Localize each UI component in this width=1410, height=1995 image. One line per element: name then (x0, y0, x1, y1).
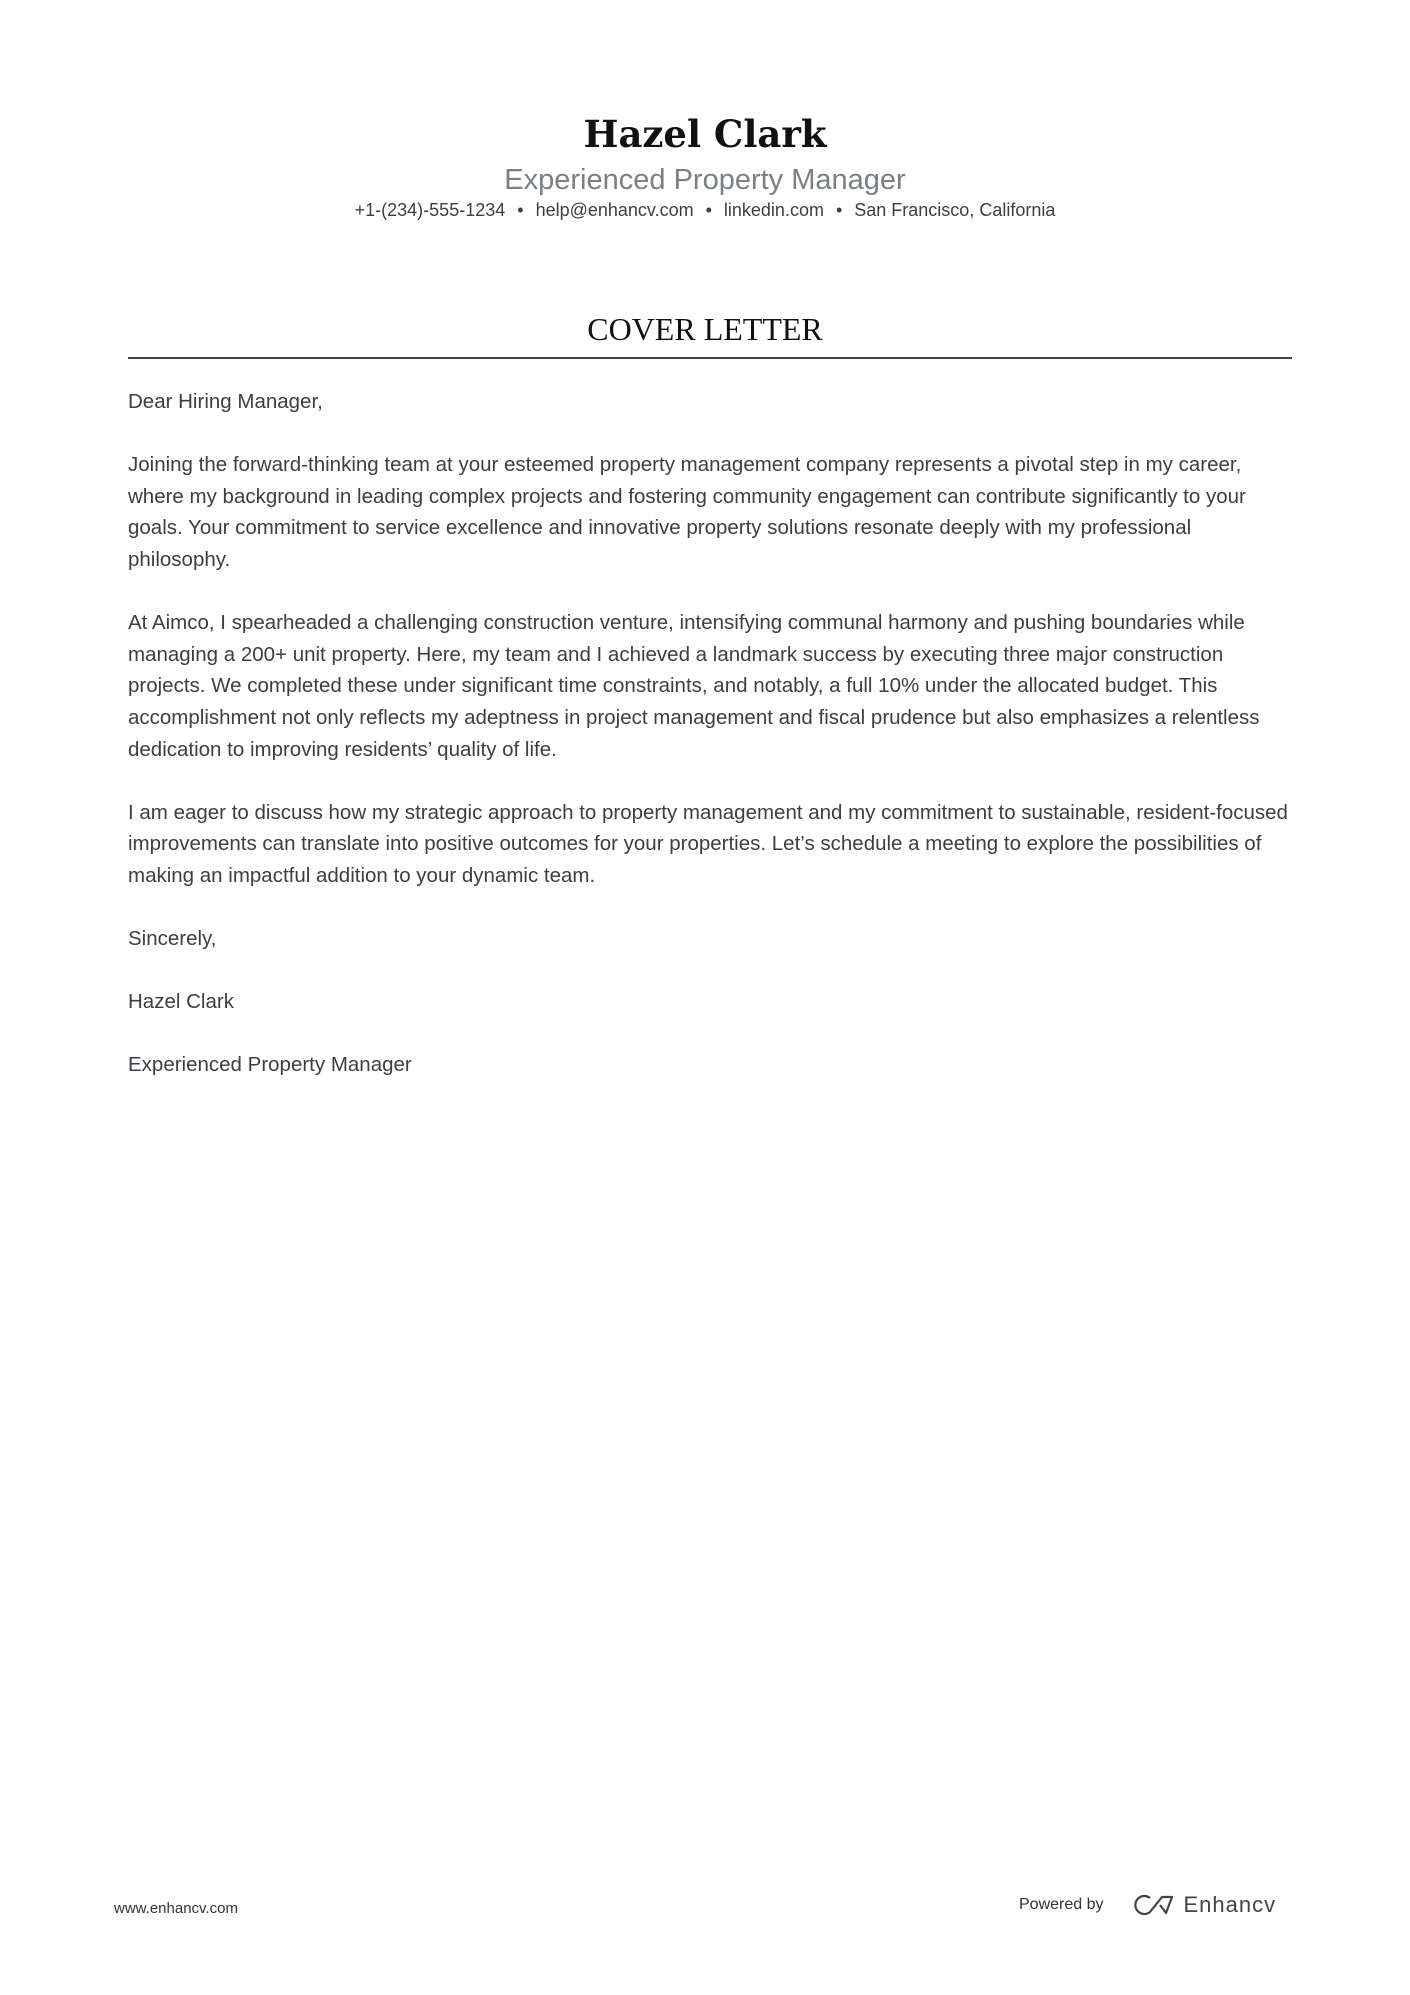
paragraph: Joining the forward-thinking team at your esteemed property management company represents a pivotal step in my career, where my background in leading complex projects and fostering community engagement can contribute significantly to your goals. Your commitment to service excellence and innovative property solutions resonate deeply with my professional philosophy. (128, 453, 1246, 571)
section-title: COVER LETTER (587, 311, 823, 347)
location: San Francisco, California (854, 200, 1056, 220)
enhancv-logo-icon (1130, 1893, 1176, 1917)
contact-info (0, 200, 1410, 221)
applicant-title: Experienced Property Manager (504, 164, 906, 196)
separator: • (835, 200, 843, 220)
website-link[interactable]: www.enhancv.com (114, 1900, 238, 1917)
applicant-name: Hazel Clark (583, 112, 827, 156)
separator: • (517, 200, 524, 220)
letter-body (128, 386, 1294, 1113)
divider (128, 357, 1292, 359)
paragraph: I am eager to discuss how my strategic approach to property management and my commitment to sustainable, resident-focused improvements can translate into positive outcomes for your properties. Let’s schedule a meeting to explore the possibilities of making an impactful addition to your dynamic team. (128, 800, 1288, 887)
separator: • (705, 200, 712, 220)
greeting: Dear Hiring Manager, (128, 390, 323, 413)
signature-name: Hazel Clark (128, 990, 234, 1014)
powered-by (1019, 1892, 1276, 1918)
linkedin: linkedin.com (723, 200, 824, 220)
signature-title: Experienced Property Manager (128, 1053, 412, 1077)
closing: Sincerely, (128, 927, 217, 951)
brand-name: Enhancv (1183, 1892, 1277, 1917)
powered-by-label: Powered by (1019, 1896, 1104, 1913)
email: help@enhancv.com (535, 200, 694, 220)
paragraph: At Aimco, I spearheaded a challenging construction venture, intensifying communal harmony and pushing boundaries while managing a 200+ unit property. Here, my team and I achieved a landmark success by executing three major construction projects. We completed these under significant time constraints, and notably, a full 10% under the allocated budget. This accomplishment not only reflects my adeptness in project management and fiscal prudence but also emphasizes a relentless dedication to improving residents’ quality of life. (128, 611, 1260, 761)
enhancv-logo[interactable] (1130, 1892, 1277, 1918)
phone: +1-(234)-555-1234 (354, 200, 506, 220)
